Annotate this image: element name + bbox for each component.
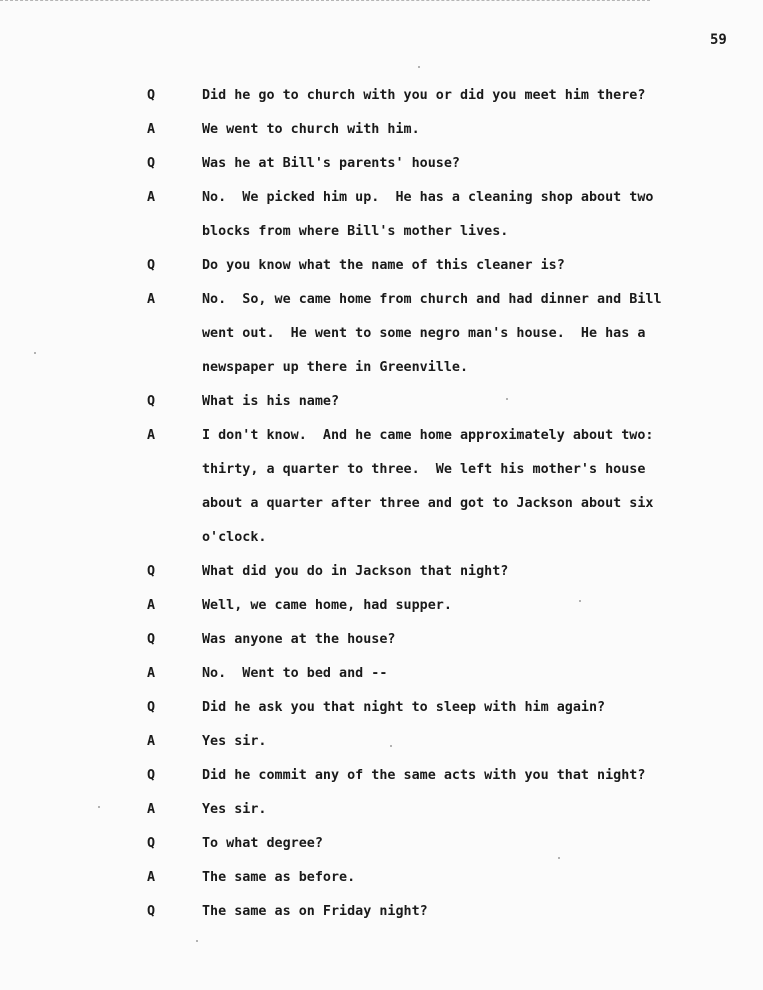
transcript-line xyxy=(0,596,763,630)
transcript-line xyxy=(0,392,763,426)
speaker-label: Q xyxy=(147,768,156,783)
speaker-label: Q xyxy=(147,88,156,103)
transcript-line xyxy=(0,528,763,562)
transcript-line xyxy=(0,834,763,868)
scan-speck xyxy=(196,940,198,942)
line-text: No. We picked him up. He has a cleaning shop about two xyxy=(202,190,654,205)
line-text: newspaper up there in Greenville. xyxy=(202,360,469,375)
speaker-label: Q xyxy=(147,394,156,409)
transcript-line xyxy=(0,120,763,154)
transcript-line xyxy=(0,868,763,902)
transcript-line xyxy=(0,324,763,358)
line-text: about a quarter after three and got to Jackson about six xyxy=(202,496,654,511)
scan-speck xyxy=(390,745,392,747)
line-text: o'clock. xyxy=(202,530,267,545)
line-text: The same as before. xyxy=(202,870,356,885)
speaker-label: Q xyxy=(147,700,156,715)
scan-speck xyxy=(98,806,100,808)
speaker-label: A xyxy=(147,666,156,681)
transcript-body xyxy=(0,86,763,936)
line-text: Was anyone at the house? xyxy=(202,632,396,647)
transcript-line xyxy=(0,222,763,256)
line-text: We went to church with him. xyxy=(202,122,420,137)
line-text: Did he commit any of the same acts with you that night? xyxy=(202,768,646,783)
speaker-label: Q xyxy=(147,156,156,171)
speaker-label: A xyxy=(147,734,156,749)
transcript-line xyxy=(0,562,763,596)
transcript-line xyxy=(0,494,763,528)
scan-speck xyxy=(579,600,581,602)
speaker-label: A xyxy=(147,598,156,613)
transcript-line xyxy=(0,358,763,392)
line-text: To what degree? xyxy=(202,836,323,851)
transcript-line xyxy=(0,732,763,766)
transcript-line xyxy=(0,664,763,698)
transcript-line xyxy=(0,630,763,664)
line-text: thirty, a quarter to three. We left his mother's house xyxy=(202,462,646,477)
line-text: Yes sir. xyxy=(202,734,267,749)
speaker-label: Q xyxy=(147,836,156,851)
scan-speck xyxy=(34,352,36,354)
transcript-line xyxy=(0,698,763,732)
speaker-label: A xyxy=(147,802,156,817)
speaker-label: Q xyxy=(147,632,156,647)
line-text: blocks from where Bill's mother lives. xyxy=(202,224,509,239)
transcript-line xyxy=(0,154,763,188)
transcript-line xyxy=(0,256,763,290)
line-text: The same as on Friday night? xyxy=(202,904,428,919)
line-text: What is his name? xyxy=(202,394,340,409)
transcript-line xyxy=(0,188,763,222)
transcript-line xyxy=(0,902,763,936)
speaker-label: Q xyxy=(147,258,156,273)
speaker-label: Q xyxy=(147,564,156,579)
scan-speck xyxy=(558,857,560,859)
speaker-label: A xyxy=(147,190,156,205)
line-text: No. So, we came home from church and had dinner and Bill xyxy=(202,292,662,307)
scan-speck xyxy=(506,398,508,400)
line-text: Well, we came home, had supper. xyxy=(202,598,452,613)
line-text: went out. He went to some negro man's house. He has a xyxy=(202,326,646,341)
transcript-line xyxy=(0,766,763,800)
speaker-label: A xyxy=(147,428,156,443)
speaker-label: Q xyxy=(147,904,156,919)
line-text: Was he at Bill's parents' house? xyxy=(202,156,460,171)
speaker-label: A xyxy=(147,870,156,885)
speaker-label: A xyxy=(147,292,156,307)
line-text: Do you know what the name of this cleaner is? xyxy=(202,258,565,273)
speaker-label: A xyxy=(147,122,156,137)
line-text: Did he go to church with you or did you meet him there? xyxy=(202,88,646,103)
line-text: I don't know. And he came home approximately about two: xyxy=(202,428,654,443)
transcript-line xyxy=(0,426,763,460)
line-text: Yes sir. xyxy=(202,802,267,817)
transcript-line xyxy=(0,290,763,324)
transcript-line xyxy=(0,800,763,834)
top-dashed-rule xyxy=(0,0,650,1)
transcript-line xyxy=(0,86,763,120)
scan-speck xyxy=(418,66,420,68)
page-number: 59 xyxy=(710,32,727,48)
line-text: Did he ask you that night to sleep with him again? xyxy=(202,700,606,715)
line-text: No. Went to bed and -- xyxy=(202,666,388,681)
line-text: What did you do in Jackson that night? xyxy=(202,564,509,579)
transcript-line xyxy=(0,460,763,494)
